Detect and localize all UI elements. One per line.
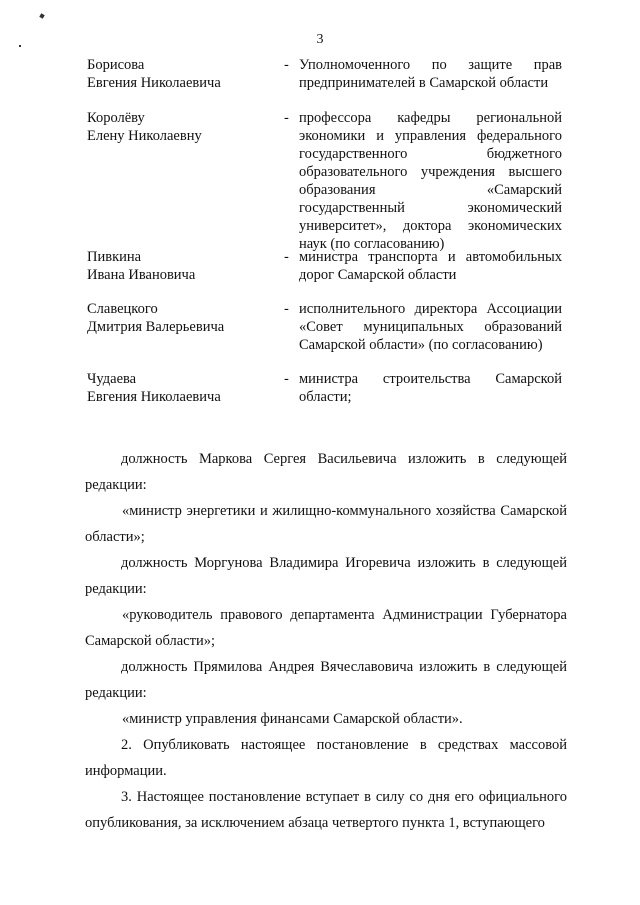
person-given-names: Ивана Ивановича xyxy=(87,267,196,283)
numbered-clause: 3. Настоящее постановление вступает в силу со дня его официального опубликования, за исключением абзаца четвертого пункта 1, вступающего xyxy=(85,789,567,831)
scan-speck xyxy=(39,13,44,18)
quoted-position: «министр энергетики и жилищно-коммунального хозяйства Самарской области»; xyxy=(85,503,567,545)
roster-dash: - xyxy=(284,301,289,317)
roster-dash: - xyxy=(284,110,289,126)
person-name xyxy=(87,109,277,145)
person-name xyxy=(87,370,277,406)
quoted-position: «министр управления финансами Самарской области». xyxy=(122,711,463,727)
person-name xyxy=(87,248,277,284)
page-number: 3 xyxy=(316,32,324,47)
roster-dash: - xyxy=(284,249,289,265)
amendment-text xyxy=(85,446,567,836)
quoted-position: «руководитель правового департамента Администрации Губернатора Самарской области»; xyxy=(85,607,567,649)
person-surname: Пивкина xyxy=(87,249,142,265)
person-surname: Борисова xyxy=(87,57,145,73)
person-given-names: Елену Николаевну xyxy=(87,128,202,144)
person-name xyxy=(87,56,277,92)
person-position: исполнительного директора Ассоциации «Совет муниципальных образований Самарской области» (по согласованию) xyxy=(299,301,562,353)
roster-dash: - xyxy=(284,57,289,73)
body-paragraph: должность Моргунова Владимира Игоревича изложить в следующей редакции: xyxy=(85,555,567,597)
roster-dash: - xyxy=(284,371,289,387)
person-surname: Славецкого xyxy=(87,301,158,317)
person-given-names: Евгения Николаевича xyxy=(87,389,221,405)
person-position: министра строительства Самарской области; xyxy=(299,371,562,405)
person-name xyxy=(87,300,277,336)
body-paragraph: должность Прямилова Андрея Вячеславовича изложить в следующей редакции: xyxy=(85,659,567,701)
person-surname: Чудаева xyxy=(87,371,137,387)
person-position: профессора кафедры региональной экономики и управления федерального государственного бюджетного образовательного учреждения высшего образования «Самарский государственный экономический университет», доктора экономических наук (по согласованию) xyxy=(299,110,562,252)
numbered-clause: 2. Опубликовать настоящее постановление в средствах массовой информации. xyxy=(85,737,567,779)
person-given-names: Дмитрия Валерьевича xyxy=(87,319,225,335)
person-position: Уполномоченного по защите прав предпринимателей в Самарской области xyxy=(299,57,562,91)
person-position: министра транспорта и автомобильных дорог Самарской области xyxy=(299,249,562,283)
person-given-names: Евгения Николаевича xyxy=(87,75,221,91)
person-surname: Королёву xyxy=(87,110,145,126)
body-paragraph: должность Маркова Сергея Васильевича изложить в следующей редакции: xyxy=(85,451,567,493)
